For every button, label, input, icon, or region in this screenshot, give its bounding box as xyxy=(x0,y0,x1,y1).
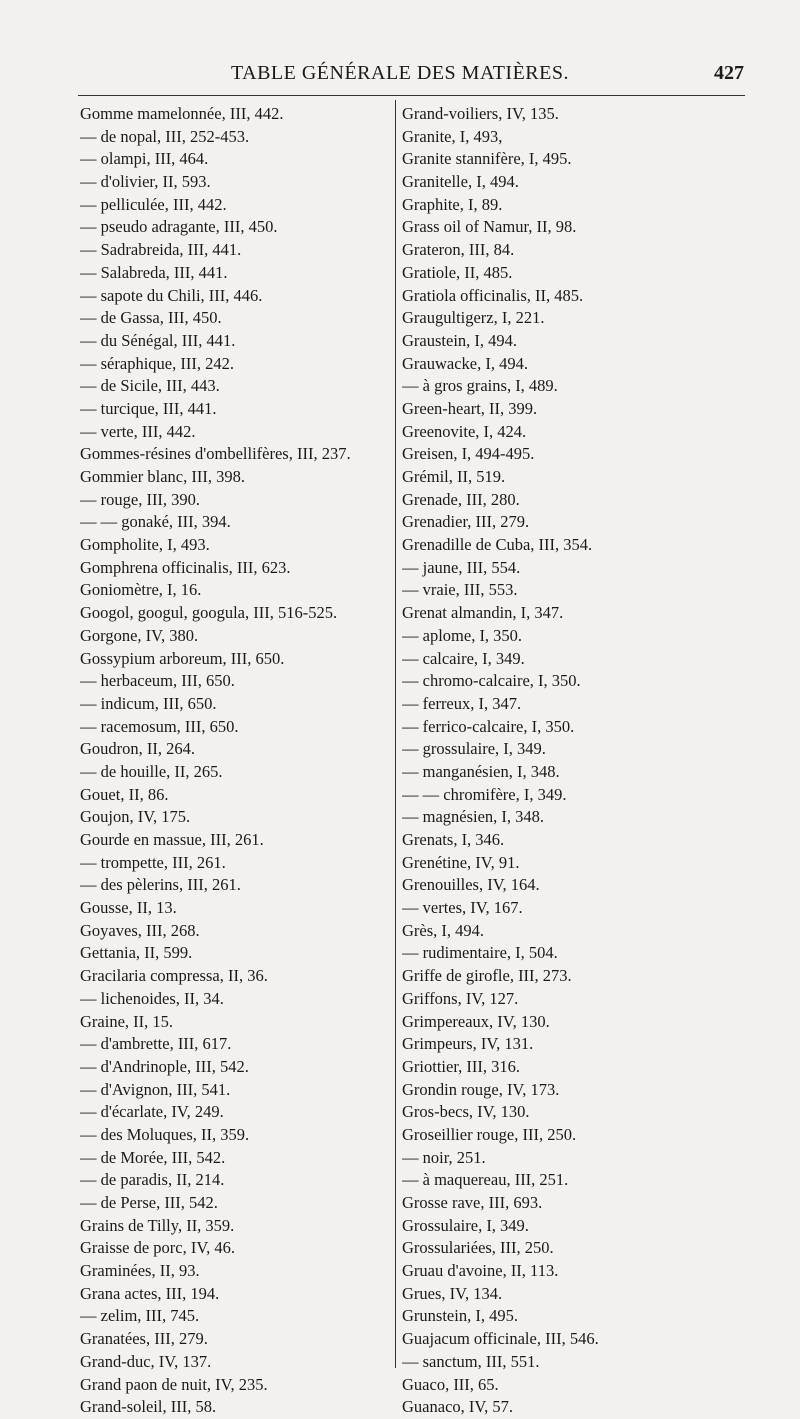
header-rule xyxy=(78,95,745,96)
index-entry: Goudron, II, 264. xyxy=(80,739,196,759)
index-entry: — verte, III, 442. xyxy=(80,421,196,441)
index-entry: Grana actes, III, 194. xyxy=(80,1283,220,1303)
index-entry: Gomphrena officinalis, III, 623. xyxy=(80,557,291,577)
index-entry: Graustein, I, 494. xyxy=(402,330,518,350)
index-entry: — chromo-calcaire, I, 350. xyxy=(402,671,581,691)
index-entry: Grand-voiliers, IV, 135. xyxy=(402,104,559,123)
index-entry: — calcaire, I, 349. xyxy=(402,648,525,668)
index-entry: — séraphique, III, 242. xyxy=(80,353,234,373)
index-entry: Gettania, II, 599. xyxy=(80,943,193,963)
index-entry: Grenouilles, IV, 164. xyxy=(402,875,540,895)
index-entry: Graminées, II, 93. xyxy=(80,1261,200,1281)
page-number: 427 xyxy=(714,62,744,84)
index-entry: — ferreux, I, 347. xyxy=(402,693,522,713)
index-entry: Grenats, I, 346. xyxy=(402,830,505,849)
index-entry: Granite, I, 493, xyxy=(402,126,503,146)
index-entry: Graugultigerz, I, 221. xyxy=(402,308,545,328)
index-entry: Gruau d'avoine, II, 113. xyxy=(402,1261,559,1281)
index-entry: — noir, 251. xyxy=(402,1147,486,1167)
index-entry: Griottier, III, 316. xyxy=(402,1056,521,1076)
index-entry: — de Perse, III, 542. xyxy=(80,1193,218,1212)
index-entry: — de Morée, III, 542. xyxy=(80,1147,226,1167)
index-entry: — lichenoides, II, 34. xyxy=(80,988,224,1008)
index-entry: — des pèlerins, III, 261. xyxy=(80,875,241,895)
index-entry: Gratiola officinalis, II, 485. xyxy=(402,285,584,305)
index-entry: Gratiole, II, 485. xyxy=(402,262,513,282)
index-entry: — rudimentaire, I, 504. xyxy=(402,943,558,963)
index-entry: Granatées, III, 279. xyxy=(80,1329,208,1349)
index-entry: Grand-soleil, III, 58. xyxy=(80,1397,217,1417)
index-entry: — sapote du Chili, III, 446. xyxy=(80,285,263,305)
index-entry: Grenadille de Cuba, III, 354. xyxy=(402,535,593,555)
index-entry: — d'Avignon, III, 541. xyxy=(80,1079,231,1099)
column-divider xyxy=(395,100,396,1368)
index-entry: — d'écarlate, IV, 249. xyxy=(80,1102,224,1122)
index-entry: Goyaves, III, 268. xyxy=(80,920,200,940)
index-entry: Grand paon de nuit, IV, 235. xyxy=(80,1374,268,1394)
index-entry: Green-heart, II, 399. xyxy=(402,398,538,418)
index-entry: Gommes-résines d'ombellifères, III, 237. xyxy=(80,444,351,464)
index-entry: — rouge, III, 390. xyxy=(80,489,201,509)
index-entry: Grimpeurs, IV, 131. xyxy=(402,1034,534,1054)
index-entry: — à maquereau, III, 251. xyxy=(402,1170,569,1190)
index-entry: — magnésien, I, 348. xyxy=(402,807,545,827)
index-entry: Grenadier, III, 279. xyxy=(402,512,530,532)
index-entry: Grauwacke, I, 494. xyxy=(402,353,528,373)
index-entry: Grimpereaux, IV, 130. xyxy=(402,1011,550,1031)
index-entry: — de nopal, III, 252-453. xyxy=(80,126,250,146)
index-entry: Grémil, II, 519. xyxy=(402,467,506,486)
index-entry: Guaco, III, 65. xyxy=(402,1374,499,1394)
index-entry: — de Sicile, III, 443. xyxy=(80,376,220,396)
index-entry: Grenat almandin, I, 347. xyxy=(402,603,564,623)
index-entry: — de houille, II, 265. xyxy=(80,761,223,781)
index-entry: Guajacum officinale, III, 546. xyxy=(402,1329,599,1349)
index-entry: — Sadrabreida, III, 441. xyxy=(80,240,242,260)
index-entry: — Salabreda, III, 441. xyxy=(80,262,228,282)
index-entry: Granite stannifère, I, 495. xyxy=(402,149,572,169)
index-entry: Gompholite, I, 493. xyxy=(80,535,210,555)
index-entry: Gomme mamelonnée, III, 442. xyxy=(80,104,284,123)
index-entry: Graine, II, 15. xyxy=(80,1011,174,1031)
index-entry: Grunstein, I, 495. xyxy=(402,1306,518,1326)
index-entry: Grateron, III, 84. xyxy=(402,240,515,260)
index-entry: — zelim, III, 745. xyxy=(80,1306,200,1326)
index-entry: Goujon, IV, 175. xyxy=(80,807,191,827)
index-entry: Grondin rouge, IV, 173. xyxy=(402,1079,560,1099)
index-entry: Griffons, IV, 127. xyxy=(402,988,519,1008)
left-column xyxy=(80,103,385,1419)
index-entry: Groseillier rouge, III, 250. xyxy=(402,1124,577,1144)
index-entry: — trompette, III, 261. xyxy=(80,852,226,872)
index-entry: — racemosum, III, 650. xyxy=(80,716,239,736)
index-entry: — à gros grains, I, 489. xyxy=(402,376,558,396)
index-entry: Gourde en massue, III, 261. xyxy=(80,830,264,849)
index-entry: Guanaco, IV, 57. xyxy=(402,1397,514,1417)
index-entry: Gossypium arboreum, III, 650. xyxy=(80,648,285,668)
index-entry: — manganésien, I, 348. xyxy=(402,761,560,781)
index-entry: Greenovite, I, 424. xyxy=(402,421,527,441)
index-entry: — vraie, III, 553. xyxy=(402,580,518,600)
page-header xyxy=(0,62,800,92)
index-entry: — ferrico-calcaire, I, 350. xyxy=(402,716,575,736)
index-entry: Goniomètre, I, 16. xyxy=(80,580,202,600)
index-entry: Grues, IV, 134. xyxy=(402,1283,503,1303)
index-entry: Greisen, I, 494-495. xyxy=(402,444,535,464)
index-entry: Grosse rave, III, 693. xyxy=(402,1193,543,1212)
index-entry: Grand-duc, IV, 137. xyxy=(80,1351,212,1371)
index-entry: — du Sénégal, III, 441. xyxy=(80,330,236,350)
index-entry: — des Moluques, II, 359. xyxy=(80,1124,250,1144)
index-entry: — vertes, IV, 167. xyxy=(402,898,523,918)
index-entry: — herbaceum, III, 650. xyxy=(80,671,235,691)
index-entry: — pseudo adragante, III, 450. xyxy=(80,217,278,237)
index-entry: Grès, I, 494. xyxy=(402,920,485,940)
page-title: TABLE GÉNÉRALE DES MATIÈRES. xyxy=(231,62,569,84)
index-entry: — aplome, I, 350. xyxy=(402,625,523,645)
index-entry: — olampi, III, 464. xyxy=(80,149,209,169)
index-entry: Gracilaria compressa, II, 36. xyxy=(80,966,268,986)
index-entry: — grossulaire, I, 349. xyxy=(402,739,546,759)
index-entry: — turcique, III, 441. xyxy=(80,398,217,418)
index-entry: Gorgone, IV, 380. xyxy=(80,625,199,645)
index-entry: — de paradis, II, 214. xyxy=(80,1170,225,1190)
index-entry: Graisse de porc, IV, 46. xyxy=(80,1238,236,1258)
index-entry: Googol, googul, googula, III, 516-525. xyxy=(80,603,338,623)
index-entry: Grains de Tilly, II, 359. xyxy=(80,1215,235,1235)
index-entry: — de Gassa, III, 450. xyxy=(80,308,222,328)
index-entry: Grenétine, IV, 91. xyxy=(402,852,520,872)
index-entry: Grass oil of Namur, II, 98. xyxy=(402,217,577,237)
index-entry: — d'ambrette, III, 617. xyxy=(80,1034,232,1054)
index-entry: Gouet, II, 86. xyxy=(80,784,169,804)
index-entry: Gousse, II, 13. xyxy=(80,898,177,918)
index-entry: — — gonaké, III, 394. xyxy=(80,512,231,532)
index-entry: Gros-becs, IV, 130. xyxy=(402,1102,530,1122)
index-entry: Graphite, I, 89. xyxy=(402,194,503,214)
index-entry: — — chromifère, I, 349. xyxy=(402,784,567,804)
index-entry: — sanctum, III, 551. xyxy=(402,1351,540,1371)
index-entry: Grossulariées, III, 250. xyxy=(402,1238,554,1258)
index-entry: Gommier blanc, III, 398. xyxy=(80,467,245,486)
index-entry: — indicum, III, 650. xyxy=(80,693,217,713)
index-entry: — d'Andrinople, III, 542. xyxy=(80,1056,249,1076)
index-entry: — pelliculée, III, 442. xyxy=(80,194,227,214)
index-entry: Griffe de girofle, III, 273. xyxy=(402,966,572,986)
right-column xyxy=(402,103,742,1419)
index-entry: — d'olivier, II, 593. xyxy=(80,172,211,192)
index-entry: Granitelle, I, 494. xyxy=(402,172,519,192)
index-entry: — jaune, III, 554. xyxy=(402,557,521,577)
index-entry: Grenade, III, 280. xyxy=(402,489,520,509)
index-entry: Grossulaire, I, 349. xyxy=(402,1215,529,1235)
